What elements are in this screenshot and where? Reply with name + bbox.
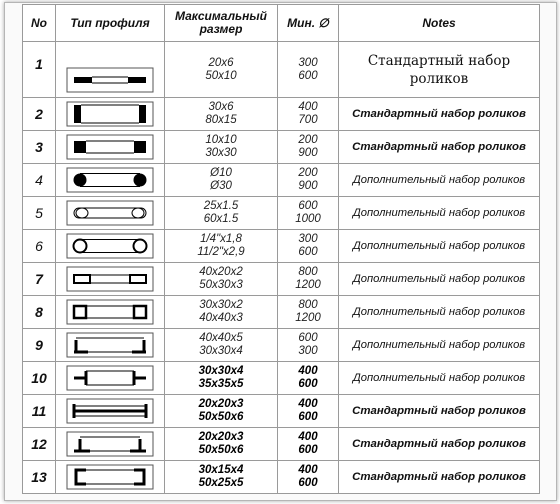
profile-diagram — [56, 395, 165, 428]
row-number: 8 — [23, 296, 56, 329]
profile-diagram — [56, 296, 165, 329]
min-diameter-cell: 400 700 — [278, 98, 339, 131]
min-diameter-cell: 600 1000 — [278, 197, 339, 230]
table-row — [23, 395, 540, 428]
max-size-cell: 1/4"x1,8 11/2"x2,9 — [165, 230, 278, 263]
min-diameter-cell: 300 600 — [278, 42, 339, 98]
min-diameter-cell: 600 300 — [278, 329, 339, 362]
profile-diagram — [56, 164, 165, 197]
max-size-cell: 30x6 80x15 — [165, 98, 278, 131]
header-profile-type: Тип профиля — [56, 5, 165, 42]
channel-icon — [66, 464, 154, 490]
max-size-cell: 20x20x3 50x50x6 — [165, 395, 278, 428]
table-row — [23, 98, 540, 131]
min-diameter-cell: 800 1200 — [278, 263, 339, 296]
row-number: 3 — [23, 131, 56, 164]
max-size-cell: 30x30x4 35x35x5 — [165, 362, 278, 395]
row-number: 4 — [23, 164, 56, 197]
header-min-diameter: Мин. ∅ — [278, 5, 339, 42]
min-diameter-cell: 200 900 — [278, 164, 339, 197]
square-tube-icon — [66, 299, 154, 325]
row-number: 6 — [23, 230, 56, 263]
notes-cell: Стандартный набор роликов — [339, 461, 540, 494]
profile-diagram — [56, 329, 165, 362]
max-size-cell: 40x20x2 50x30x3 — [165, 263, 278, 296]
min-diameter-cell: 400 600 — [278, 461, 339, 494]
max-size-cell: 30x30x2 40x40x3 — [165, 296, 278, 329]
table-row — [23, 362, 540, 395]
profile-diagram — [56, 98, 165, 131]
profile-diagram — [56, 197, 165, 230]
notes-cell: Стандартный набор роликов — [339, 395, 540, 428]
max-size-cell: 25x1.5 60x1.5 — [165, 197, 278, 230]
row-number: 5 — [23, 197, 56, 230]
max-size-cell: 40x40x5 30x30x4 — [165, 329, 278, 362]
max-size-cell: Ø10 Ø30 — [165, 164, 278, 197]
notes-cell: Стандартный набор роликов — [339, 42, 540, 98]
notes-cell: Дополнительный набор роликов — [339, 263, 540, 296]
max-size-cell: 20x6 50x10 — [165, 42, 278, 98]
angle-out-icon — [66, 365, 154, 391]
max-size-cell: 10x10 30x30 — [165, 131, 278, 164]
row-number: 12 — [23, 428, 56, 461]
profile-diagram — [56, 131, 165, 164]
header-max-size: Максимальный размер — [165, 5, 278, 42]
flat-bar-thin-icon — [66, 67, 154, 93]
profile-diagram — [56, 461, 165, 494]
profile-diagram — [56, 362, 165, 395]
tee-bar-icon — [66, 398, 154, 424]
header-notes: Notes — [339, 5, 540, 42]
min-diameter-cell: 300 600 — [278, 230, 339, 263]
header-row — [23, 5, 540, 42]
row-number: 7 — [23, 263, 56, 296]
notes-cell: Стандартный набор роликов — [339, 131, 540, 164]
profile-diagram — [56, 428, 165, 461]
min-diameter-cell: 800 1200 — [278, 296, 339, 329]
row-number: 10 — [23, 362, 56, 395]
rect-tube-icon — [66, 266, 154, 292]
notes-cell: Дополнительный набор роликов — [339, 230, 540, 263]
square-bar-icon — [66, 134, 154, 160]
round-tube-icon — [66, 233, 154, 259]
table-row — [23, 42, 540, 98]
round-bar-icon — [66, 167, 154, 193]
profile-bending-table — [22, 4, 540, 494]
table-row — [23, 230, 540, 263]
profile-diagram — [56, 42, 165, 98]
table-row — [23, 461, 540, 494]
angle-in-icon — [66, 332, 154, 358]
min-diameter-cell: 400 600 — [278, 428, 339, 461]
flat-bar-wide-icon — [66, 101, 154, 127]
tee-bar-side-icon — [66, 431, 154, 457]
table-row — [23, 428, 540, 461]
row-number: 9 — [23, 329, 56, 362]
profile-diagram — [56, 230, 165, 263]
notes-cell: Дополнительный набор роликов — [339, 296, 540, 329]
min-diameter-cell: 400 600 — [278, 362, 339, 395]
row-number: 1 — [23, 42, 56, 98]
row-number: 11 — [23, 395, 56, 428]
tube-oval-icon — [66, 200, 154, 226]
notes-cell: Дополнительный набор роликов — [339, 197, 540, 230]
table-row — [23, 263, 540, 296]
notes-cell: Дополнительный набор роликов — [339, 164, 540, 197]
profile-diagram — [56, 263, 165, 296]
table-row — [23, 164, 540, 197]
notes-cell: Стандартный набор роликов — [339, 428, 540, 461]
table-row — [23, 197, 540, 230]
table-row — [23, 329, 540, 362]
row-number: 2 — [23, 98, 56, 131]
table-row — [23, 296, 540, 329]
max-size-cell: 20x20x3 50x50x6 — [165, 428, 278, 461]
notes-cell: Стандартный набор роликов — [339, 98, 540, 131]
max-size-cell: 30x15x4 50x25x5 — [165, 461, 278, 494]
header-no: No — [23, 5, 56, 42]
row-number: 13 — [23, 461, 56, 494]
notes-cell: Дополнительный набор роликов — [339, 362, 540, 395]
min-diameter-cell: 200 900 — [278, 131, 339, 164]
notes-cell: Дополнительный набор роликов — [339, 329, 540, 362]
table-row — [23, 131, 540, 164]
min-diameter-cell: 400 600 — [278, 395, 339, 428]
